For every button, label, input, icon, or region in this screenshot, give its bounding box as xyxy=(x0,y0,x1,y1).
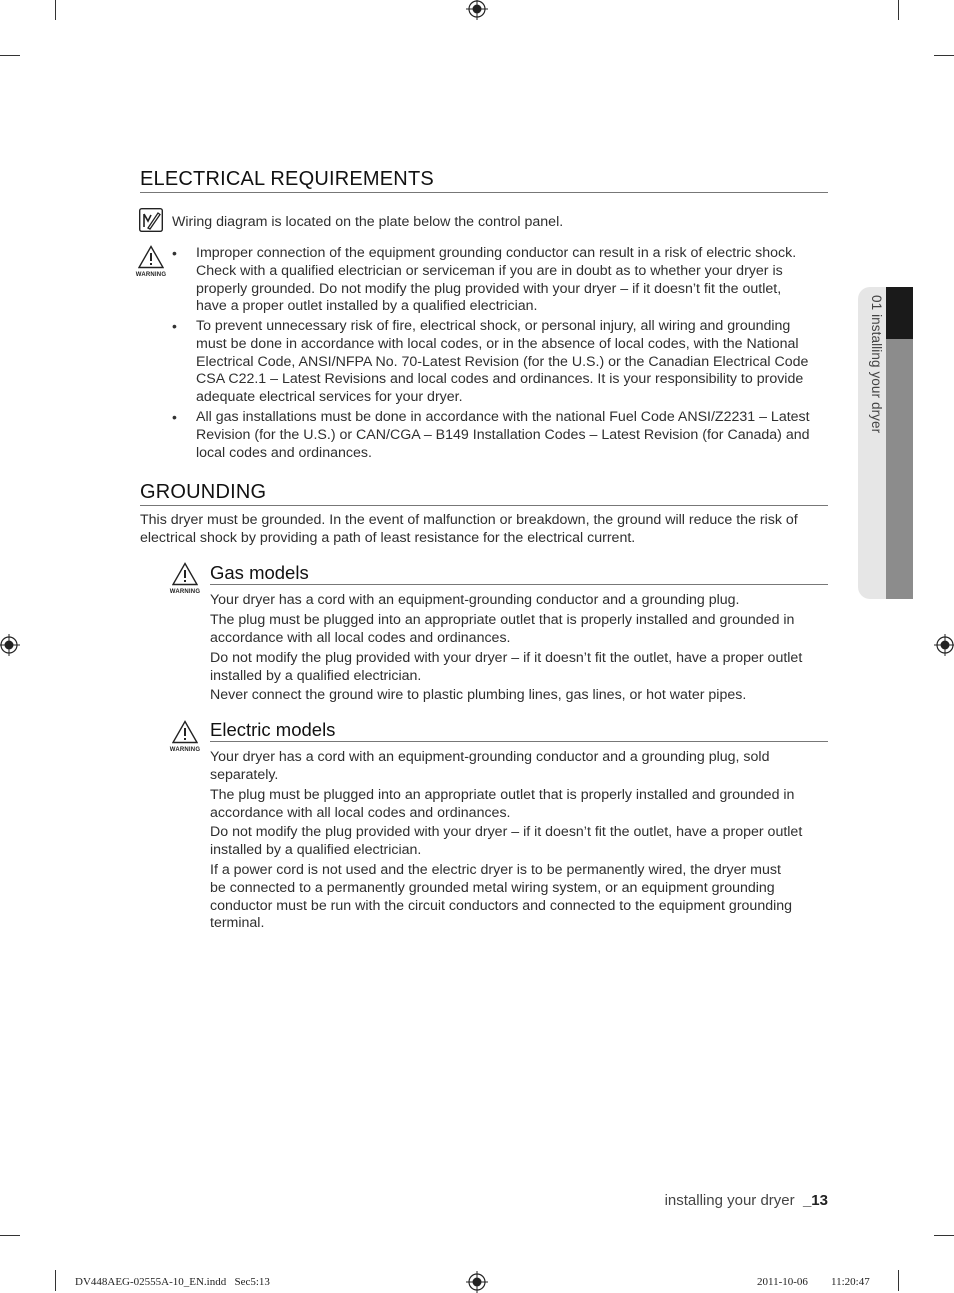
electrical-bullet-1: Improper connection of the equipment grounding conductor can result in a risk of electric shock. Check with a qualified electrician or serviceman if you are in doubt as to whether your dryer is properly grounded. Do not modify the plug provided with your dryer – if it doesn’t fit the outlet, have a proper outlet installed by a qualified electrician. xyxy=(196,245,797,315)
electrical-bullet-3: All gas installations must be done in accordance with the national Fuel Code ANSI/Z2231 – Latest Revision (for the U.S.) or CAN/CGA – B149 Installation Codes – Latest Revision (for Canada) and local codes and ordinances. xyxy=(196,409,810,461)
grounding-intro: This dryer must be grounded. In the event of malfunction or breakdown, the ground will reduce the risk of electrical shock by providing a path of least resistance for the electrical current. xyxy=(140,512,798,546)
gas-paragraph-3: Do not modify the plug provided with your dryer – if it doesn’t fit the outlet, have a proper outlet installed by a qualified electrician. xyxy=(210,650,803,684)
warning-label: WARNING xyxy=(169,589,201,595)
section-heading-electrical: ELECTRICAL REQUIREMENTS xyxy=(140,168,434,190)
registration-mark-icon xyxy=(0,634,20,656)
subheading-gas-models: Gas models xyxy=(210,562,309,583)
warning-triangle-icon xyxy=(138,245,164,269)
side-tab-label: 01 installing your dryer xyxy=(869,295,884,434)
crop-mark xyxy=(0,1235,20,1236)
crop-mark xyxy=(0,55,20,56)
crop-mark xyxy=(934,1235,954,1236)
crop-mark xyxy=(898,1270,899,1291)
warning-badge xyxy=(165,720,205,753)
footer-section-name: installing your dryer xyxy=(664,1192,795,1209)
warning-triangle-icon xyxy=(172,720,198,744)
subheading-rule xyxy=(210,584,828,585)
warning-badge xyxy=(165,562,205,595)
warning-triangle-icon xyxy=(172,562,198,586)
warning-badge xyxy=(131,245,171,278)
electric-paragraph-4: If a power cord is not used and the electric dryer is to be permanently wired, the dryer must be connected to a permanently grounded metal wiring system, or an equipment grounding conductor must be run with the circuit conductors and connected to the equipment grounding terminal. xyxy=(210,862,793,932)
electric-paragraph-1: Your dryer has a cord with an equipment-grounding conductor and a grounding plug, sold separately. xyxy=(210,749,770,783)
electrical-bullet-2: To prevent unnecessary risk of fire, electrical shock, or personal injury, all wiring and grounding must be done in accordance with local codes, or in the absence of local codes, with the National Electrical Code, ANSI/NFPA No. 70-Latest Revision (for the U.S.) or the Canadian Electrical Code CSA C22.1 – Latest Revisions and local codes and ordinances. It is your responsibility to provide adequate electrical services for your dryer. xyxy=(196,318,809,406)
side-tab-active-marker xyxy=(886,287,913,339)
print-slug-time: 11:20:47 xyxy=(831,1276,870,1288)
gas-paragraph-2: The plug must be plugged into an appropriate outlet that is properly installed and grounded in accordance with all local codes and ordinances. xyxy=(210,612,795,646)
page-footer xyxy=(665,1192,828,1209)
note-text: Wiring diagram is located on the plate below the control panel. xyxy=(172,214,564,230)
gas-paragraph-4: Never connect the ground wire to plastic plumbing lines, gas lines, or hot water pipes. xyxy=(210,687,747,703)
bullet-marker: • xyxy=(172,245,177,261)
warning-label: WARNING xyxy=(169,747,201,753)
registration-mark-icon xyxy=(934,634,954,656)
bullet-marker: • xyxy=(172,409,177,425)
print-slug-date: 2011-10-06 xyxy=(757,1276,808,1288)
print-slug-file: DV448AEG-02555A-10_EN.indd Sec5:13 xyxy=(75,1276,270,1288)
crop-mark xyxy=(934,55,954,56)
bullet-marker: • xyxy=(172,318,177,334)
warning-label: WARNING xyxy=(135,272,167,278)
electric-paragraph-2: The plug must be plugged into an appropriate outlet that is properly installed and grounded in accordance with all local codes and ordinances. xyxy=(210,787,795,821)
subheading-rule xyxy=(210,741,828,742)
gas-paragraph-1: Your dryer has a cord with an equipment-grounding conductor and a grounding plug. xyxy=(210,592,740,608)
heading-rule xyxy=(140,192,828,193)
registration-mark-icon xyxy=(466,1271,488,1293)
crop-mark xyxy=(898,0,899,20)
subheading-electric-models: Electric models xyxy=(210,719,336,740)
note-icon xyxy=(139,208,163,232)
side-tab xyxy=(858,287,913,599)
section-heading-grounding: GROUNDING xyxy=(140,481,267,503)
electric-paragraph-3: Do not modify the plug provided with your dryer – if it doesn’t fit the outlet, have a proper outlet installed by a qualified electrician. xyxy=(210,824,803,858)
crop-mark xyxy=(55,0,56,20)
registration-mark-icon xyxy=(466,0,488,20)
page-number: _13 xyxy=(802,1192,828,1209)
heading-rule xyxy=(140,505,828,506)
crop-mark xyxy=(55,1270,56,1291)
